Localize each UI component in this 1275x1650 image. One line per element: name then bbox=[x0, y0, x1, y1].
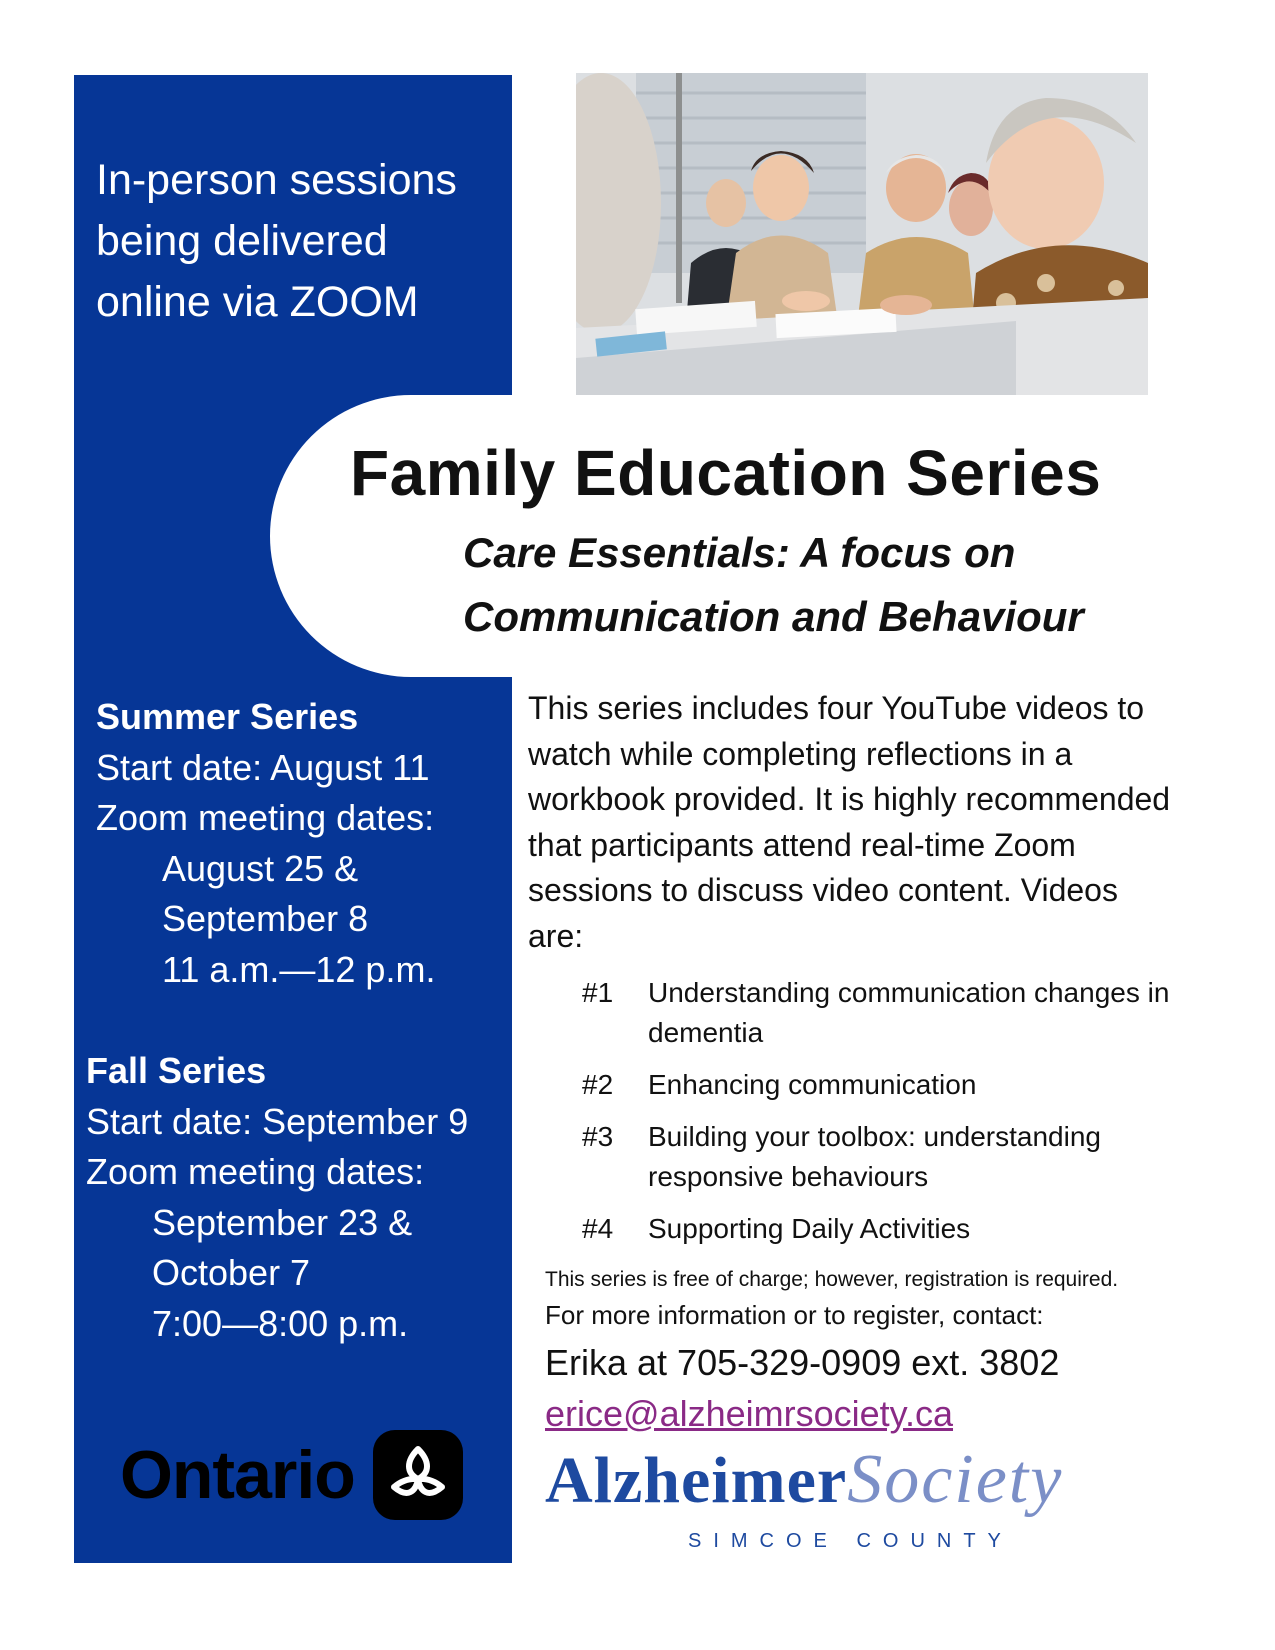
logo-society-text: Society bbox=[847, 1441, 1064, 1518]
page-subtitle bbox=[463, 521, 1084, 649]
video-title: Enhancing communication bbox=[648, 1069, 977, 1100]
video-number: #4 bbox=[582, 1213, 614, 1244]
fall-series-block bbox=[86, 1046, 468, 1349]
alzheimer-society-logo bbox=[545, 1440, 1063, 1520]
more-info-text: For more information or to register, contact: bbox=[545, 1300, 1044, 1330]
contact-phone: Erika at 705-329-0909 ext. 3802 bbox=[545, 1342, 1060, 1383]
summer-time: 11 a.m.—12 p.m. bbox=[162, 948, 436, 990]
free-of-charge-note: This series is free of charge; however, registration is required. bbox=[545, 1268, 1119, 1291]
video-item-2 bbox=[582, 1065, 1202, 1105]
video-number: #3 bbox=[582, 1121, 614, 1152]
video-list bbox=[582, 973, 1202, 1261]
seniors-group-photo bbox=[576, 73, 1148, 395]
video-title: Building your toolbox: understanding responsive behaviours bbox=[648, 1121, 1101, 1192]
online-line-1: In-person sessions bbox=[96, 156, 457, 204]
subtitle-line-2: Communication and Behaviour bbox=[463, 593, 1084, 640]
online-line-2: being delivered bbox=[96, 217, 388, 265]
video-item-4 bbox=[582, 1209, 1202, 1249]
subtitle-line-1: Care Essentials: A focus on bbox=[463, 529, 1016, 576]
fall-start-date: Start date: September 9 bbox=[86, 1100, 469, 1142]
email-link[interactable]: erice@alzheimrsociety.ca bbox=[545, 1393, 954, 1434]
fall-zoom-label: Zoom meeting dates: bbox=[86, 1151, 425, 1192]
summer-start-date: Start date: August 11 bbox=[96, 746, 430, 788]
fall-heading: Fall Series bbox=[86, 1050, 267, 1091]
online-line-3: online via ZOOM bbox=[96, 278, 419, 326]
trillium-icon bbox=[373, 1430, 463, 1520]
ontario-logo bbox=[120, 1430, 463, 1520]
logo-county-text: SIMCOE COUNTY bbox=[688, 1530, 1013, 1552]
summer-zoom-label: Zoom meeting dates: bbox=[96, 797, 435, 838]
logo-alzheimer-text: Alzheimer bbox=[545, 1444, 848, 1517]
video-number: #1 bbox=[582, 977, 614, 1008]
ontario-wordmark: Ontario bbox=[120, 1437, 355, 1513]
video-item-1 bbox=[582, 973, 1202, 1053]
online-notice bbox=[96, 150, 496, 333]
page-title: Family Education Series bbox=[350, 437, 1102, 509]
video-number: #2 bbox=[582, 1069, 614, 1100]
video-item-3 bbox=[582, 1117, 1202, 1197]
summer-series-block bbox=[96, 692, 435, 995]
fall-dates-1: September 23 & bbox=[152, 1201, 413, 1243]
video-title: Understanding communication changes in dementia bbox=[648, 977, 1170, 1048]
intro-paragraph: This series includes four YouTube videos to watch while completing reflections in a workbook provided. It is highly recommended that participants attend real-time Zoom sessions to discuss video content. Videos are: bbox=[528, 690, 1171, 954]
fall-dates-2: October 7 bbox=[152, 1252, 311, 1293]
summer-dates-2: September 8 bbox=[162, 898, 369, 939]
summer-heading: Summer Series bbox=[96, 696, 359, 737]
video-title: Supporting Daily Activities bbox=[648, 1213, 971, 1244]
summer-dates-1: August 25 & bbox=[162, 847, 359, 889]
fall-time: 7:00—8:00 p.m. bbox=[152, 1302, 409, 1344]
